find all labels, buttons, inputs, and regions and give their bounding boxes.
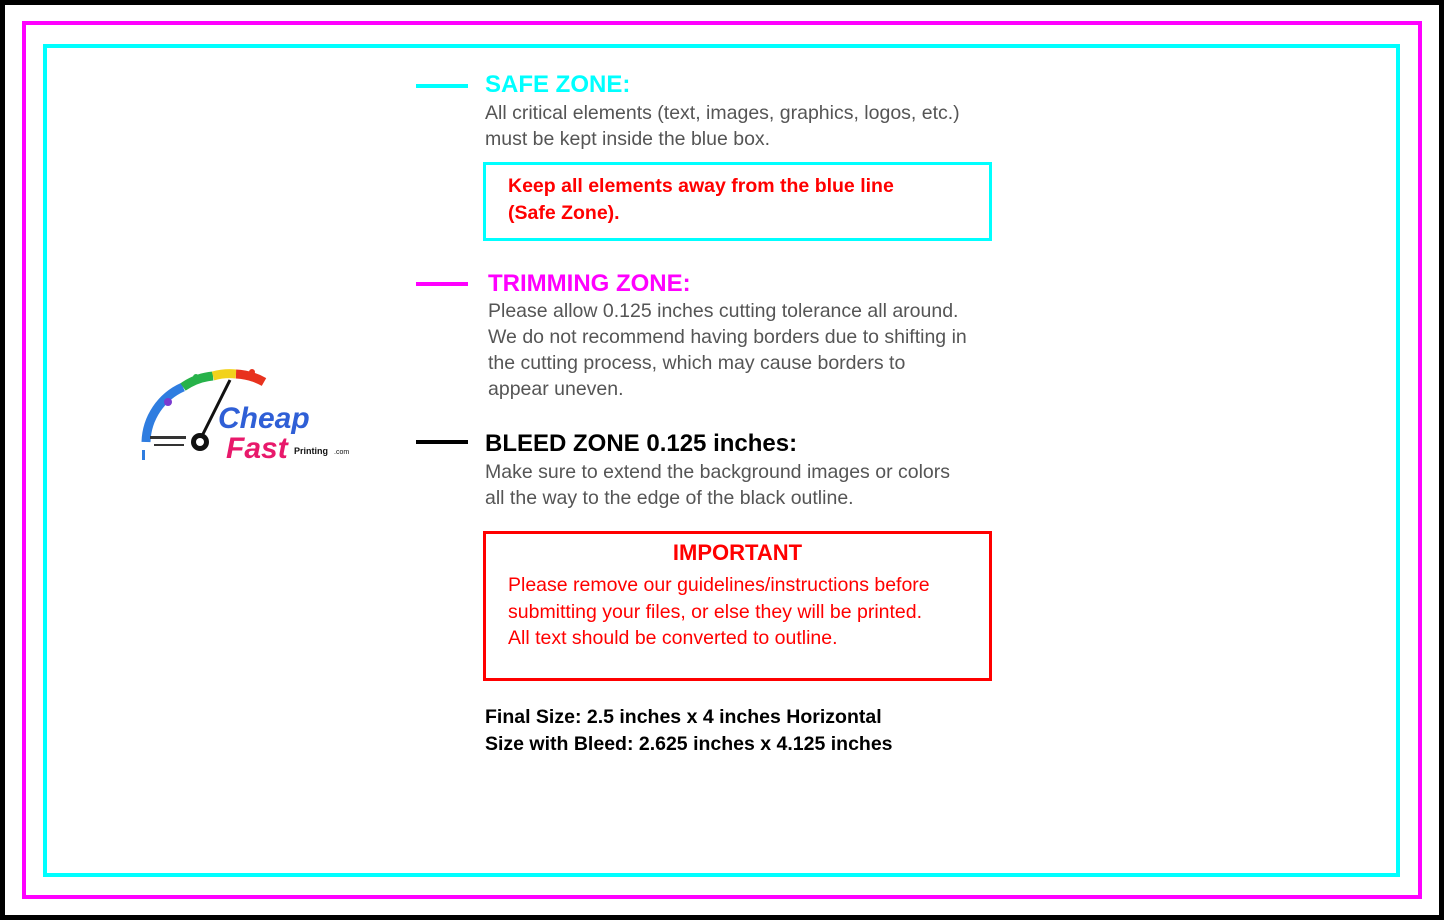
bleed-zone-legend-line bbox=[416, 440, 468, 444]
bleed-zone-heading: BLEED ZONE 0.125 inches: bbox=[485, 430, 798, 457]
safe-zone-note: Keep all elements away from the blue line (Safe Zone). bbox=[508, 175, 894, 224]
trimming-zone-heading: TRIMMING ZONE: bbox=[488, 270, 691, 297]
cheap-fast-printing-logo bbox=[128, 362, 368, 472]
logo-word-cheap: Cheap bbox=[218, 402, 310, 435]
safe-zone-legend-line bbox=[416, 84, 468, 88]
safe-zone-note-box bbox=[483, 162, 992, 241]
trimming-zone-legend-line bbox=[416, 282, 468, 286]
trimming-zone-description: Please allow 0.125 inches cutting tolerance all around. We do not recommend having borders due to shifting in the cutting process, which may cause borders to appear uneven. bbox=[488, 300, 967, 400]
logo-word-fast: Fast bbox=[226, 432, 288, 465]
logo-word-printing: Printing bbox=[294, 446, 328, 456]
important-text: Please remove our guidelines/instructions before submitting your files, or else they will be printed. All text should be converted to outline. bbox=[508, 574, 930, 649]
important-notice-box bbox=[483, 531, 992, 681]
size-with-bleed-text: Size with Bleed: 2.625 inches x 4.125 inches bbox=[485, 733, 893, 755]
important-title: IMPORTANT bbox=[672, 540, 803, 565]
safe-zone-heading: SAFE ZONE: bbox=[485, 71, 631, 98]
bleed-zone-description: Make sure to extend the background images or colors all the way to the edge of the black outline. bbox=[485, 461, 951, 509]
final-size-text: Final Size: 2.5 inches x 4 inches Horizontal bbox=[485, 706, 882, 728]
safe-zone-description: All critical elements (text, images, graphics, logos, etc.) must be kept inside the blue box. bbox=[485, 102, 960, 150]
logo-suffix: .com bbox=[334, 449, 350, 456]
